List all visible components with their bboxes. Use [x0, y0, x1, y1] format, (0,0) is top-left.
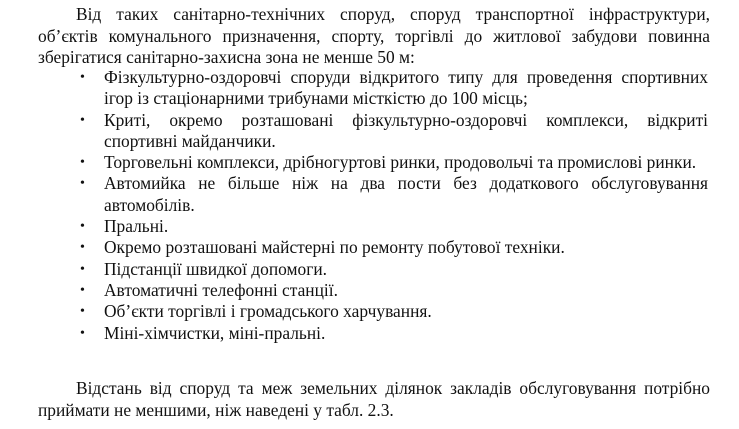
- list-item: [72, 110, 708, 153]
- list-item: [72, 323, 708, 344]
- bullet-icon: •: [80, 155, 85, 171]
- requirements-list: [72, 67, 708, 344]
- list-item-text: Криті, окремо розташовані фізкультурно-оздоровчі комплекси, відкриті спортивні майданчики.: [104, 109, 708, 151]
- list-item-text: Торговельні комплекси, дрібногуртові ринки, продовольчі та промислові ринки.: [104, 152, 697, 173]
- bullet-icon: •: [80, 240, 85, 256]
- list-item: [72, 216, 708, 237]
- list-item: [72, 173, 708, 216]
- list-item-text: Підстанції швидкої допомоги.: [104, 258, 328, 279]
- bullet-icon: •: [80, 304, 85, 320]
- bullet-icon: •: [80, 176, 85, 192]
- list-item-text: Міні-хімчистки, міні-пральні.: [104, 322, 326, 343]
- bullet-icon: •: [80, 70, 85, 85]
- list-item-text: Фізкультурно-оздоровчі споруди відкритого типу для проведення спортивних ігор із стаціонарними трибунами місткістю до 100 місць;: [104, 67, 708, 109]
- list-item: [72, 280, 708, 301]
- list-item-text: Пральні.: [104, 216, 169, 237]
- list-item: [72, 152, 708, 173]
- bullet-icon: •: [80, 112, 85, 128]
- bullet-icon: •: [80, 325, 85, 341]
- bullet-icon: •: [80, 282, 85, 298]
- list-item-text: Об’єкти торгівлі і громадського харчування.: [104, 301, 432, 322]
- intro-paragraph: Від таких санітарно-технічних споруд, споруд транспортної інфраструктури, об’єктів комунального призначення, спорту, торгівлі до житлової забудови повинна зберігатися санітарно-захисна зона не менше 50 м:: [38, 4, 710, 67]
- bullet-icon: •: [80, 219, 85, 235]
- list-item: [72, 67, 708, 110]
- list-item: [72, 301, 708, 322]
- closing-paragraph: Відстань від споруд та меж земельних ділянок закладів обслуговування потрібно приймати не меншими, ніж наведені у табл. 2.3.: [38, 378, 710, 420]
- bullet-icon: •: [80, 261, 85, 277]
- list-item-text: Автомийка не більше ніж на два пости без додаткового обслуговування автомобілів.: [104, 173, 708, 215]
- list-item: [72, 259, 708, 280]
- list-item: [72, 237, 708, 258]
- list-item-text: Окремо розташовані майстерні по ремонту побутової техніки.: [104, 237, 565, 258]
- list-item-text: Автоматичні телефонні станції.: [104, 279, 338, 300]
